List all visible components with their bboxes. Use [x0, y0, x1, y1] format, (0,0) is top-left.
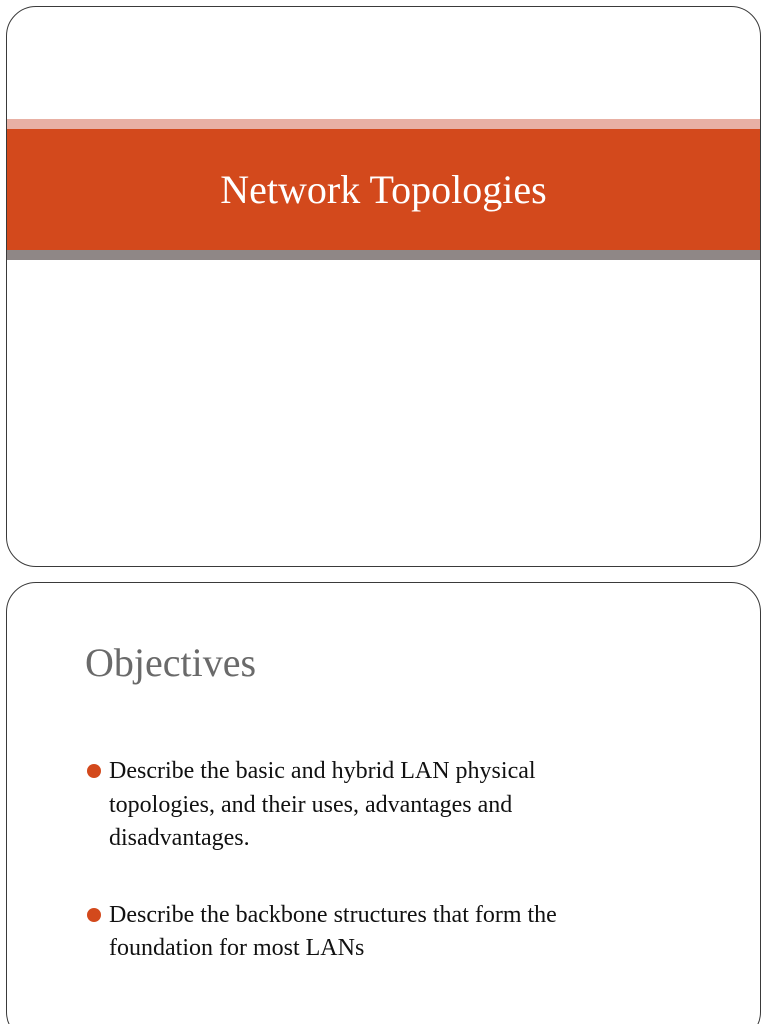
bullet-dot-icon: [87, 908, 101, 922]
objective-text: Describe the backbone structures that form the foundation for most LANs: [109, 901, 557, 961]
slide-title: Network Topologies: [220, 167, 547, 212]
objective-item: [85, 755, 645, 856]
title-slide: [6, 6, 761, 567]
bullet-dot-icon: [87, 764, 101, 778]
objective-item: [85, 899, 645, 966]
objective-text: Describe the basic and hybrid LAN physical topologies, and their uses, advantages and disadvantages.: [109, 758, 536, 851]
title-band-bottom-stripe: [7, 250, 760, 260]
objectives-heading: Objectives: [85, 640, 257, 685]
title-band-top-stripe: [7, 119, 760, 129]
objectives-slide: [6, 582, 761, 1024]
objectives-list: [85, 755, 645, 1009]
